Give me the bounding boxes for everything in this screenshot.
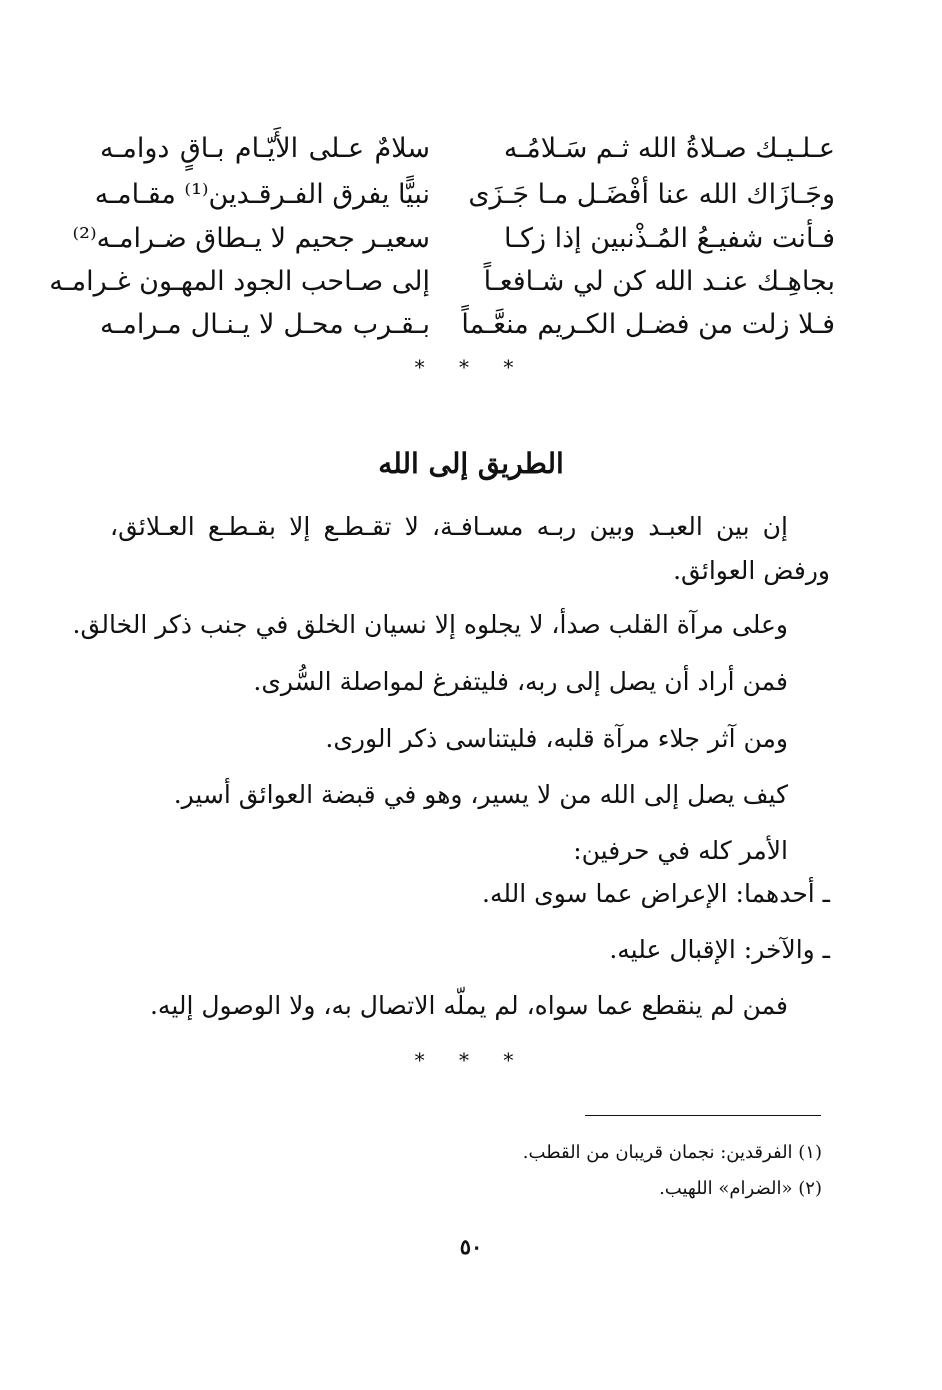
paragraph: إن بين العبـد وبين ربـه مسـافـة، لا تقـطـع إلا بقـطـع العـلائق، ورفض العوائق. <box>110 512 830 585</box>
list-item: ـ والآخر: الإقبال عليه. <box>609 935 830 964</box>
list-item: ـ أحدهما: الإعراض عما سوى الله. <box>482 879 830 908</box>
verse-second-hemistich: سعيـر جحيم لا يـطاق ضـرامـه⁽²⁾ <box>72 223 430 254</box>
verse-second-hemistich: بـقـرب محـل لا يـنـال مـرامـه <box>100 309 430 340</box>
verse-first-hemistich: وجَـازَاك الله عنا أفْضَـل مـا جَـزَى <box>468 179 835 210</box>
verse-first-hemistich: عـلـيـك صـلاةُ الله ثـم سَـلامُـه <box>503 133 835 164</box>
poem-verse <box>100 126 835 172</box>
poem-verse <box>49 259 835 305</box>
poem-verse <box>100 302 835 348</box>
poem-verse <box>94 172 835 218</box>
verse-second-hemistich: سلامٌ عـلى الأَيّـام بـاقٍ دوامـه <box>100 133 430 164</box>
footnote-divider <box>585 1115 821 1116</box>
paragraph: وعلى مرآة القلب صدأ، لا يجلوه إلا نسيان الخلق في جنب ذكر الخالق. <box>72 610 788 639</box>
section-separator: * * * <box>414 355 528 379</box>
verse-first-hemistich: فـلا زلت من فضـل الكـريم منعَّـماً <box>461 309 835 340</box>
footnote: (٢) «الضرام» اللهيب. <box>659 1178 822 1199</box>
verse-second-hemistich: نبيًّا يفرق الفـرقـدين⁽¹⁾ مقـامـه <box>94 179 430 210</box>
footnote: (١) الفرقدين: نجمان قريبان من القطب. <box>522 1142 822 1163</box>
section-heading: الطريق إلى الله <box>378 447 564 480</box>
verse-first-hemistich: فـأنت شفيـعُ المُـذْنبين إذا زكـا <box>504 223 835 254</box>
paragraph: فمن أراد أن يصل إلى ربه، فليتفرغ لمواصلة السُّرى. <box>253 667 788 696</box>
page-number: ٥٠ <box>459 1234 483 1259</box>
verse-second-hemistich: إلى صـاحب الجود المهـون غـرامـه <box>49 266 430 297</box>
paragraph: الأمر كله في حرفين: <box>573 836 788 865</box>
paragraph: فمن لم ينقطع عما سواه، لم يملّه الاتصال به، ولا الوصول إليه. <box>149 991 788 1020</box>
paragraph: ومن آثر جلاء مرآة قلبه، فليتناسى ذكر الورى. <box>325 724 788 753</box>
verse-first-hemistich: بجاهِـك عنـد الله كن لي شـافعـاً <box>483 266 835 297</box>
poem-verse <box>72 216 835 262</box>
paragraph: كيف يصل إلى الله من لا يسير، وهو في قبضة العوائق أسير. <box>173 780 788 809</box>
section-separator: * * * <box>414 1048 528 1072</box>
